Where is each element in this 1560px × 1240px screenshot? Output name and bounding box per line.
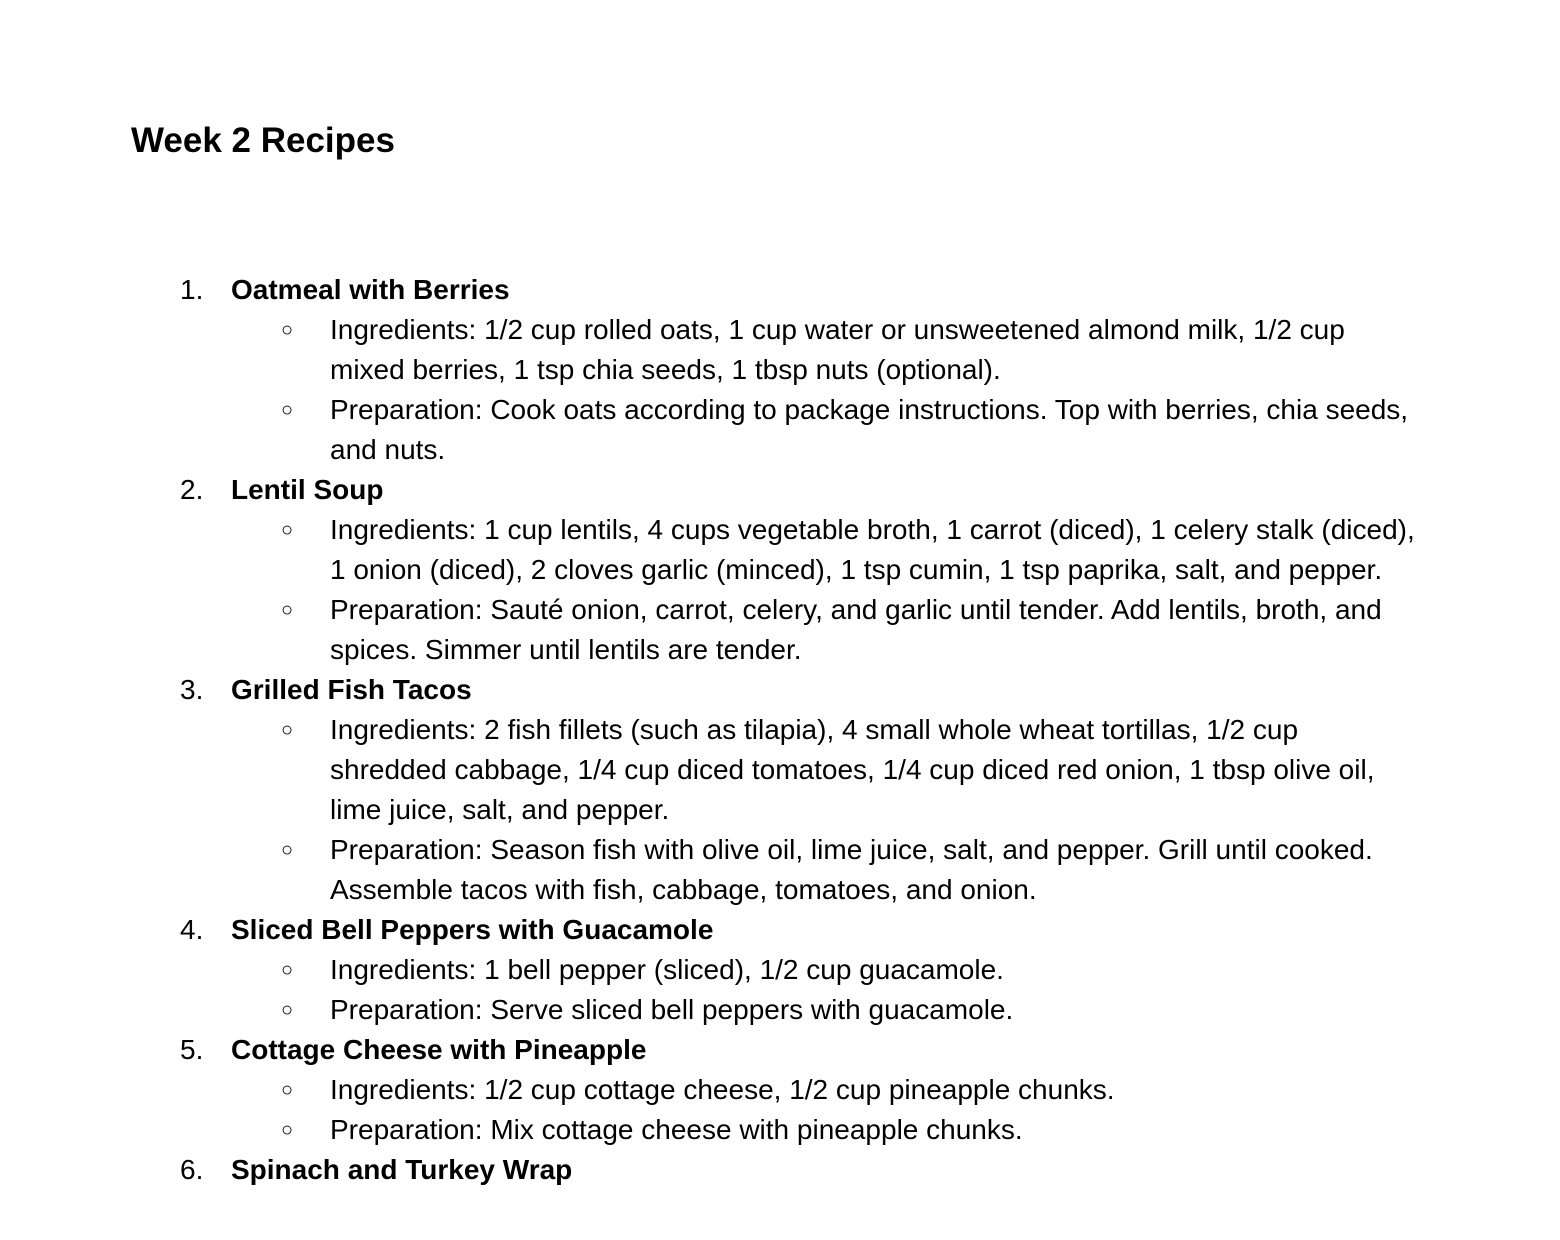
recipe-details xyxy=(0,1070,1560,1150)
hollow-circle-bullet-icon: ○ xyxy=(281,719,294,741)
recipe-item xyxy=(0,270,1560,470)
preparation-text: Preparation: Season fish with olive oil, lime juice, salt, and pepper. Grill until cooked. Assemble tacos with fish, cabbage, tomatoes, and onion. xyxy=(330,834,1373,905)
hollow-circle-bullet-icon: ○ xyxy=(281,1079,294,1101)
ingredients-text: Ingredients: 1/2 cup cottage cheese, 1/2 cup pineapple chunks. xyxy=(330,1074,1115,1105)
preparation-item xyxy=(0,590,1415,670)
ingredients-text: Ingredients: 2 fish fillets (such as tilapia), 4 small whole wheat tortillas, 1/2 cup shredded cabbage, 1/4 cup diced tomatoes, 1/4 cup diced red onion, 1 tbsp olive oil, lime juice, salt, and pepper. xyxy=(330,714,1375,825)
recipe-list xyxy=(0,270,1560,1190)
preparation-item xyxy=(0,990,1415,1030)
hollow-circle-bullet-icon: ○ xyxy=(281,399,294,421)
recipe-details xyxy=(0,950,1560,1030)
recipe-number: 5. xyxy=(180,1034,204,1065)
recipe-heading xyxy=(0,470,1560,510)
recipe-number: 6. xyxy=(180,1154,204,1185)
recipe-name: Sliced Bell Peppers with Guacamole xyxy=(231,914,714,945)
recipe-name: Oatmeal with Berries xyxy=(231,274,510,305)
recipe-item xyxy=(0,910,1560,1030)
hollow-circle-bullet-icon: ○ xyxy=(281,959,294,981)
recipe-name: Grilled Fish Tacos xyxy=(231,674,472,705)
recipe-details xyxy=(0,710,1560,910)
recipe-item xyxy=(0,670,1560,910)
hollow-circle-bullet-icon: ○ xyxy=(281,519,294,541)
recipe-name: Cottage Cheese with Pineapple xyxy=(231,1034,647,1065)
recipe-number: 3. xyxy=(180,674,204,705)
recipe-number: 4. xyxy=(180,914,204,945)
preparation-text: Preparation: Serve sliced bell peppers with guacamole. xyxy=(330,994,1014,1025)
recipe-number: 2. xyxy=(180,474,204,505)
ingredients-item xyxy=(0,710,1415,830)
ingredients-item xyxy=(0,950,1415,990)
recipe-heading xyxy=(0,670,1560,710)
ingredients-item xyxy=(0,510,1415,590)
document-title: Week 2 Recipes xyxy=(131,121,395,160)
recipe-details xyxy=(0,510,1560,670)
ingredients-item xyxy=(0,310,1415,390)
recipe-heading xyxy=(0,1150,1560,1190)
ingredients-text: Ingredients: 1/2 cup rolled oats, 1 cup water or unsweetened almond milk, 1/2 cup mixed berries, 1 tsp chia seeds, 1 tbsp nuts (optional). xyxy=(330,314,1345,385)
hollow-circle-bullet-icon: ○ xyxy=(281,1119,294,1141)
hollow-circle-bullet-icon: ○ xyxy=(281,319,294,341)
recipe-name: Lentil Soup xyxy=(231,474,384,505)
recipe-item xyxy=(0,1150,1560,1190)
hollow-circle-bullet-icon: ○ xyxy=(281,839,294,861)
preparation-item xyxy=(0,1110,1415,1150)
preparation-text: Preparation: Mix cottage cheese with pineapple chunks. xyxy=(330,1114,1023,1145)
preparation-item xyxy=(0,830,1415,910)
hollow-circle-bullet-icon: ○ xyxy=(281,999,294,1021)
recipe-name: Spinach and Turkey Wrap xyxy=(231,1154,573,1185)
recipe-heading xyxy=(0,1030,1560,1070)
ingredients-item xyxy=(0,1070,1415,1110)
hollow-circle-bullet-icon: ○ xyxy=(281,599,294,621)
recipe-details xyxy=(0,310,1560,470)
preparation-text: Preparation: Sauté onion, carrot, celery, and garlic until tender. Add lentils, broth, and spices. Simmer until lentils are tender. xyxy=(330,594,1382,665)
preparation-text: Preparation: Cook oats according to package instructions. Top with berries, chia seeds, and nuts. xyxy=(330,394,1409,465)
recipe-item xyxy=(0,1030,1560,1150)
recipe-item xyxy=(0,470,1560,670)
recipe-heading xyxy=(0,910,1560,950)
ingredients-text: Ingredients: 1 bell pepper (sliced), 1/2 cup guacamole. xyxy=(330,954,1004,985)
recipe-heading xyxy=(0,270,1560,310)
ingredients-text: Ingredients: 1 cup lentils, 4 cups vegetable broth, 1 carrot (diced), 1 celery stalk (diced), 1 onion (diced), 2 cloves garlic (minced), 1 tsp cumin, 1 tsp paprika, salt, and pepper. xyxy=(330,514,1415,585)
recipe-number: 1. xyxy=(180,274,204,305)
preparation-item xyxy=(0,390,1415,470)
